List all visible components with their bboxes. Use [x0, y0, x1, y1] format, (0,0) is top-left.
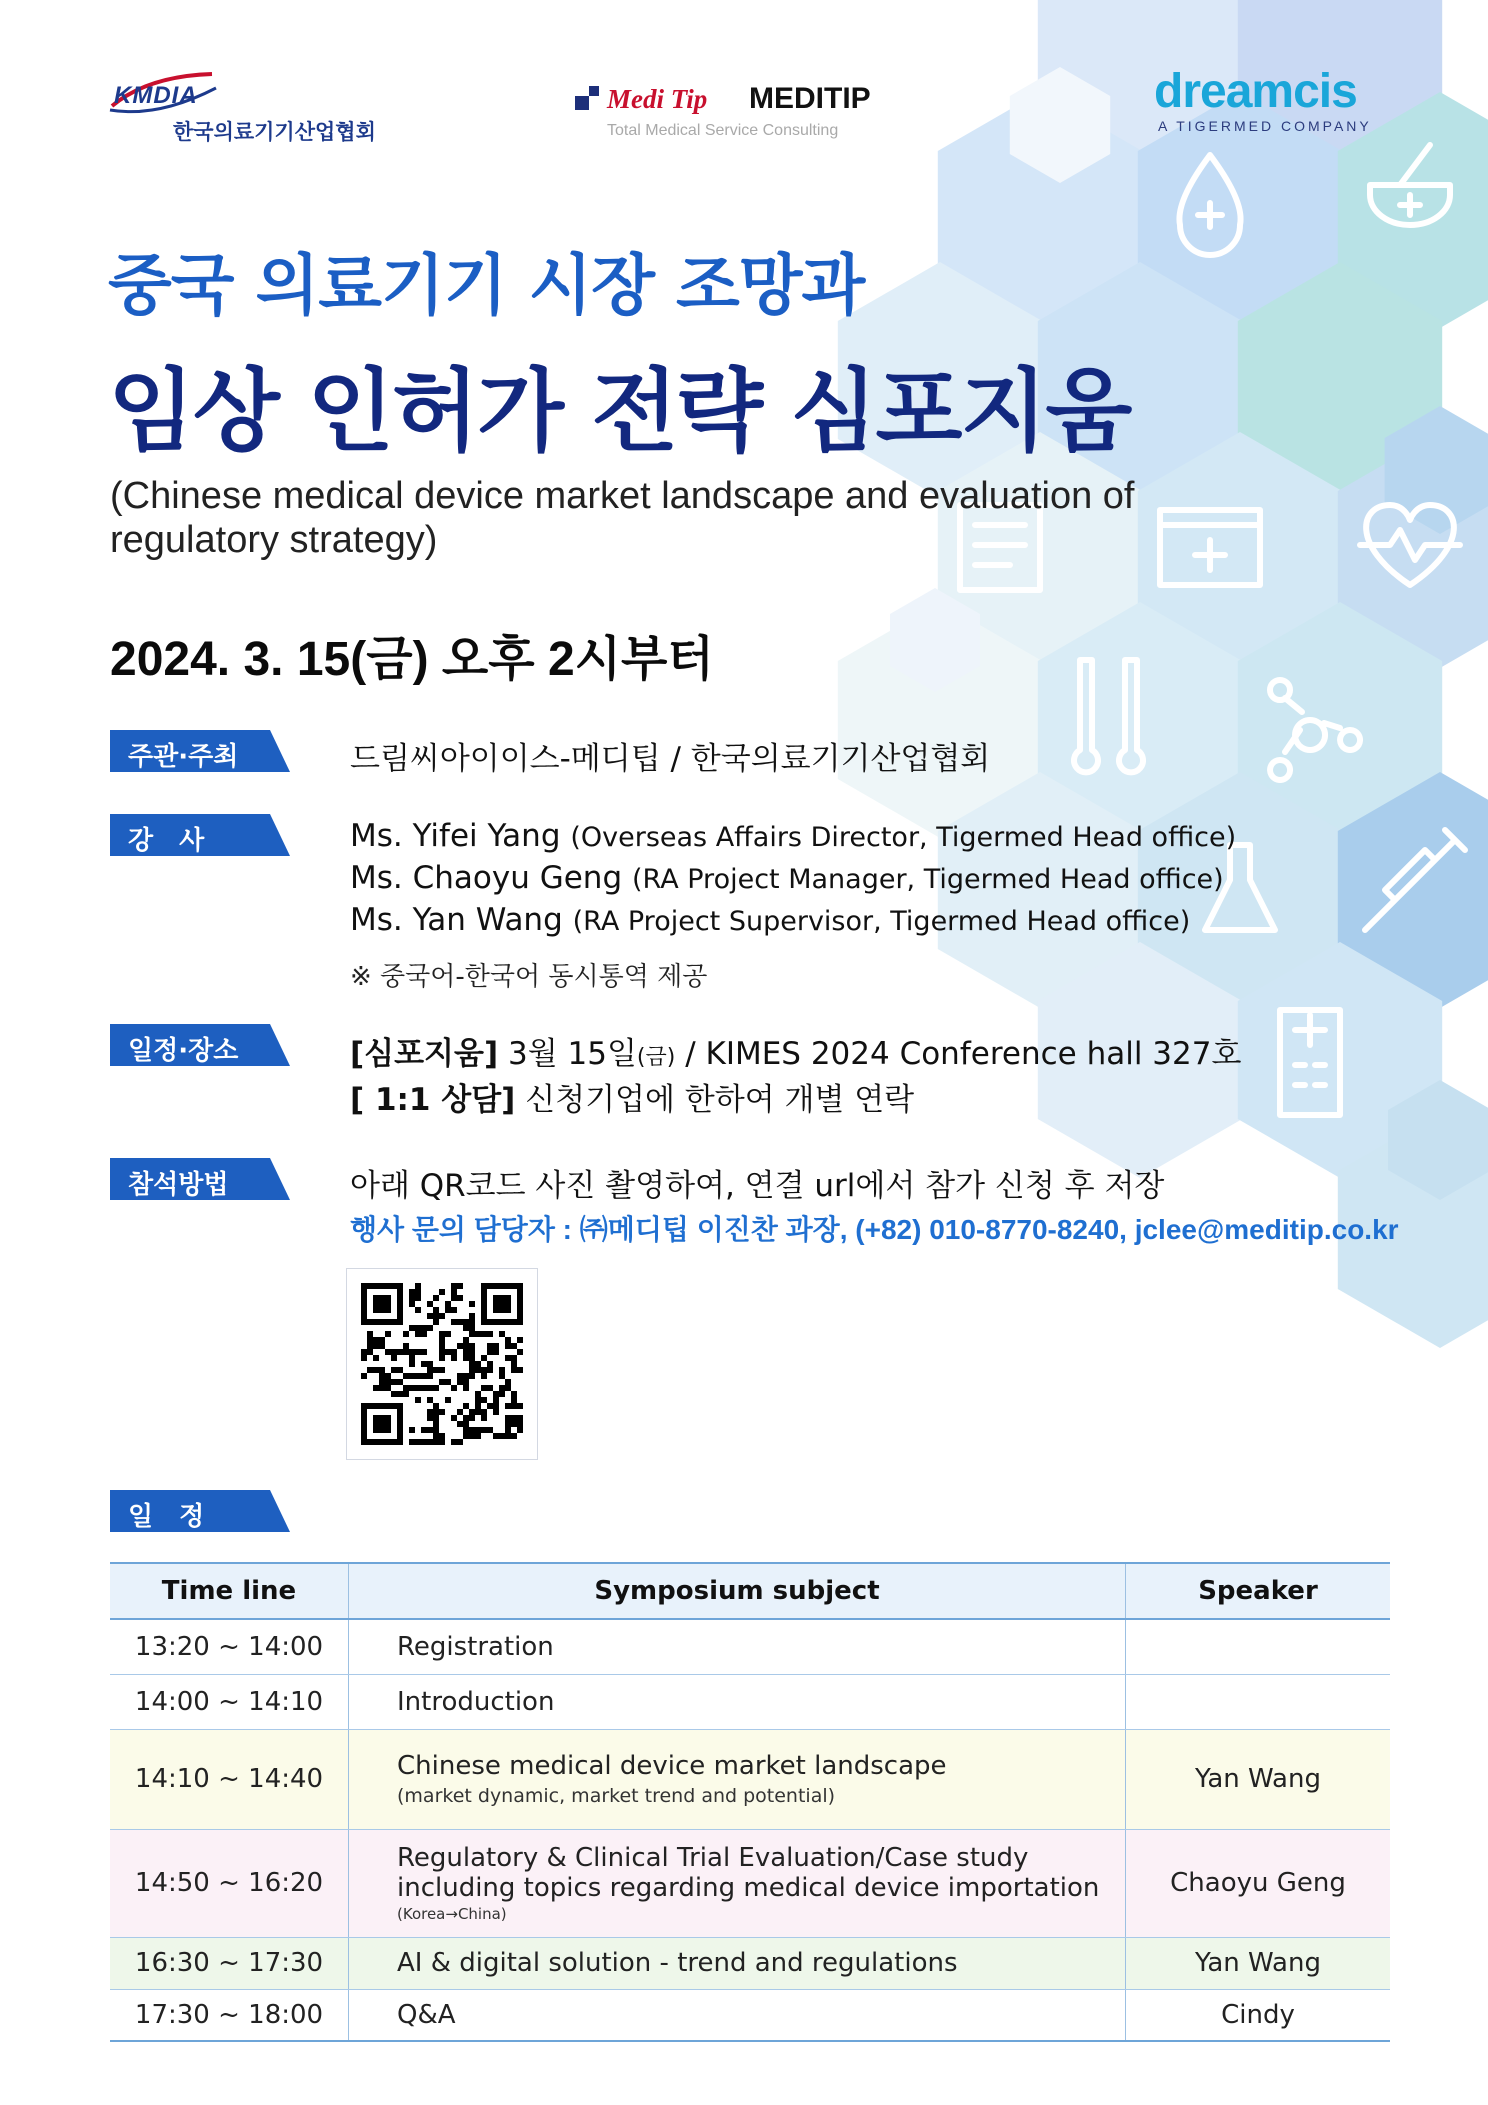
- row-subject-note: (Korea→China): [397, 1905, 507, 1923]
- section-label-host: [110, 730, 290, 772]
- contact-info[interactable]: 행사 문의 담당자 : ㈜메디팁 이진찬 과장, (+82) 010-8770-8240, jclee@meditip.co.kr: [350, 1214, 1399, 1245]
- meditip-tagline: Total Medical Service Consulting: [607, 122, 839, 139]
- row-time: 13:20 ~ 14:00: [110, 1619, 349, 1674]
- table-row: [110, 1937, 1390, 1989]
- section-label-speakers: [110, 814, 290, 856]
- meditip-mark: Medi Tip: [607, 84, 708, 114]
- speaker-1: [350, 818, 1236, 854]
- header-time: Time line: [110, 1563, 349, 1619]
- row-time: 16:30 ~ 17:30: [110, 1937, 349, 1989]
- row-subject-line-2: including topics regarding medical device importation: [397, 1873, 1100, 1903]
- speaker-name: Ms. Chaoyu Geng: [350, 860, 623, 896]
- symposium-place: [350, 1028, 1241, 1073]
- row-speaker: Chaoyu Geng: [1126, 1829, 1391, 1937]
- row-subject: Chinese medical device market landscape: [397, 1751, 947, 1781]
- english-subtitle: (Chinese medical device market landscape and evaluation of regulatory strategy): [110, 475, 1135, 561]
- qr-code-icon: [361, 1283, 523, 1445]
- header-speaker: Speaker: [1126, 1563, 1391, 1619]
- section-label-text: 강 사: [128, 826, 205, 856]
- row-subject-note: (market dynamic, market trend and potential): [397, 1785, 836, 1807]
- row-time: 14:50 ~ 16:20: [110, 1829, 349, 1937]
- symposium-tag: [심포지움]: [350, 1036, 499, 1072]
- row-subject: Registration: [349, 1619, 1126, 1674]
- speaker-role: (Overseas Affairs Director, Tigermed Head office): [570, 822, 1237, 853]
- event-date: 2024. 3. 15(금) 오후 2시부터: [110, 633, 714, 686]
- host-value: 드림씨아이이스-메디팁 / 한국의료기기산업협회: [350, 741, 991, 777]
- table-header-row: [110, 1563, 1390, 1619]
- row-speaker: Yan Wang: [1126, 1937, 1391, 1989]
- speaker-role: (RA Project Supervisor, Tigermed Head office): [572, 906, 1191, 937]
- header-subject: Symposium subject: [349, 1563, 1126, 1619]
- meditip-logo: [605, 78, 935, 148]
- speaker-role: (RA Project Manager, Tigermed Head office): [632, 864, 1224, 895]
- dreamcis-logo: [1150, 65, 1400, 140]
- row-speaker: Yan Wang: [1126, 1729, 1391, 1829]
- table-row: [110, 1989, 1390, 2041]
- row-subject: Q&A: [349, 1989, 1126, 2041]
- registration-qr-code[interactable]: [346, 1268, 538, 1460]
- interpretation-note: ※ 중국어-한국어 동시통역 제공: [350, 962, 708, 992]
- section-label-text: 일정·장소: [128, 1036, 239, 1066]
- table-row: [110, 1829, 1390, 1937]
- consult-tag: [ 1:1 상담]: [350, 1082, 516, 1118]
- section-label-schedule-place: [110, 1024, 290, 1066]
- title-line-1: 중국 의료기기 시장 조망과: [108, 247, 865, 324]
- attend-instructions: 아래 QR코드 사진 촬영하여, 연결 url에서 참가 신청 후 저장: [350, 1168, 1165, 1204]
- row-subject: Regulatory & Clinical Trial Evaluation/Case study: [397, 1843, 1029, 1873]
- row-time: 14:00 ~ 14:10: [110, 1674, 349, 1729]
- speaker-name: Ms. Yifei Yang: [350, 818, 561, 854]
- row-subject: Introduction: [349, 1674, 1126, 1729]
- speaker-2: [350, 860, 1224, 896]
- dreamcis-tagline: A TIGERMED COMPANY: [1158, 118, 1372, 134]
- kmdia-logo: [108, 62, 388, 152]
- section-label-text: 주관·주최: [128, 742, 239, 772]
- section-label-agenda: [110, 1490, 290, 1532]
- table-row: [110, 1619, 1390, 1674]
- speaker-3: [350, 902, 1190, 938]
- kmdia-korean-name: 한국의료기기산업협회: [173, 120, 376, 144]
- kmdia-wordmark: KMDIA: [114, 82, 198, 109]
- symposium-date: 3월 15일: [507, 1036, 637, 1072]
- table-row: [110, 1729, 1390, 1829]
- consult-info: [350, 1074, 914, 1119]
- row-time: 14:10 ~ 14:40: [110, 1729, 349, 1829]
- row-speaker: [1126, 1674, 1391, 1729]
- symposium-weekday: (금): [636, 1045, 676, 1070]
- dreamcis-wordmark: dreamcis: [1154, 65, 1357, 118]
- title-line-2: 임상 인허가 전략 심포지움: [108, 359, 1131, 464]
- row-subject: AI & digital solution - trend and regulations: [349, 1937, 1126, 1989]
- symposium-venue: / KIMES 2024 Conference hall 327호: [685, 1036, 1242, 1072]
- table-row: [110, 1674, 1390, 1729]
- row-time: 17:30 ~ 18:00: [110, 1989, 349, 2041]
- row-speaker: [1126, 1619, 1391, 1674]
- row-subject-cell: [349, 1729, 1126, 1829]
- section-label-text: 일 정: [128, 1502, 205, 1532]
- row-speaker: Cindy: [1126, 1989, 1391, 2041]
- section-label-attend: [110, 1158, 290, 1200]
- meditip-wordmark: MEDITIP: [749, 82, 871, 115]
- section-label-text: 참석방법: [128, 1170, 229, 1200]
- row-subject-cell: [349, 1829, 1126, 1937]
- speaker-name: Ms. Yan Wang: [350, 902, 563, 938]
- consult-text: 신청기업에 한하여 개별 연락: [525, 1082, 915, 1118]
- agenda-table: [110, 1562, 1390, 2042]
- meditip-square-icon: [575, 86, 605, 110]
